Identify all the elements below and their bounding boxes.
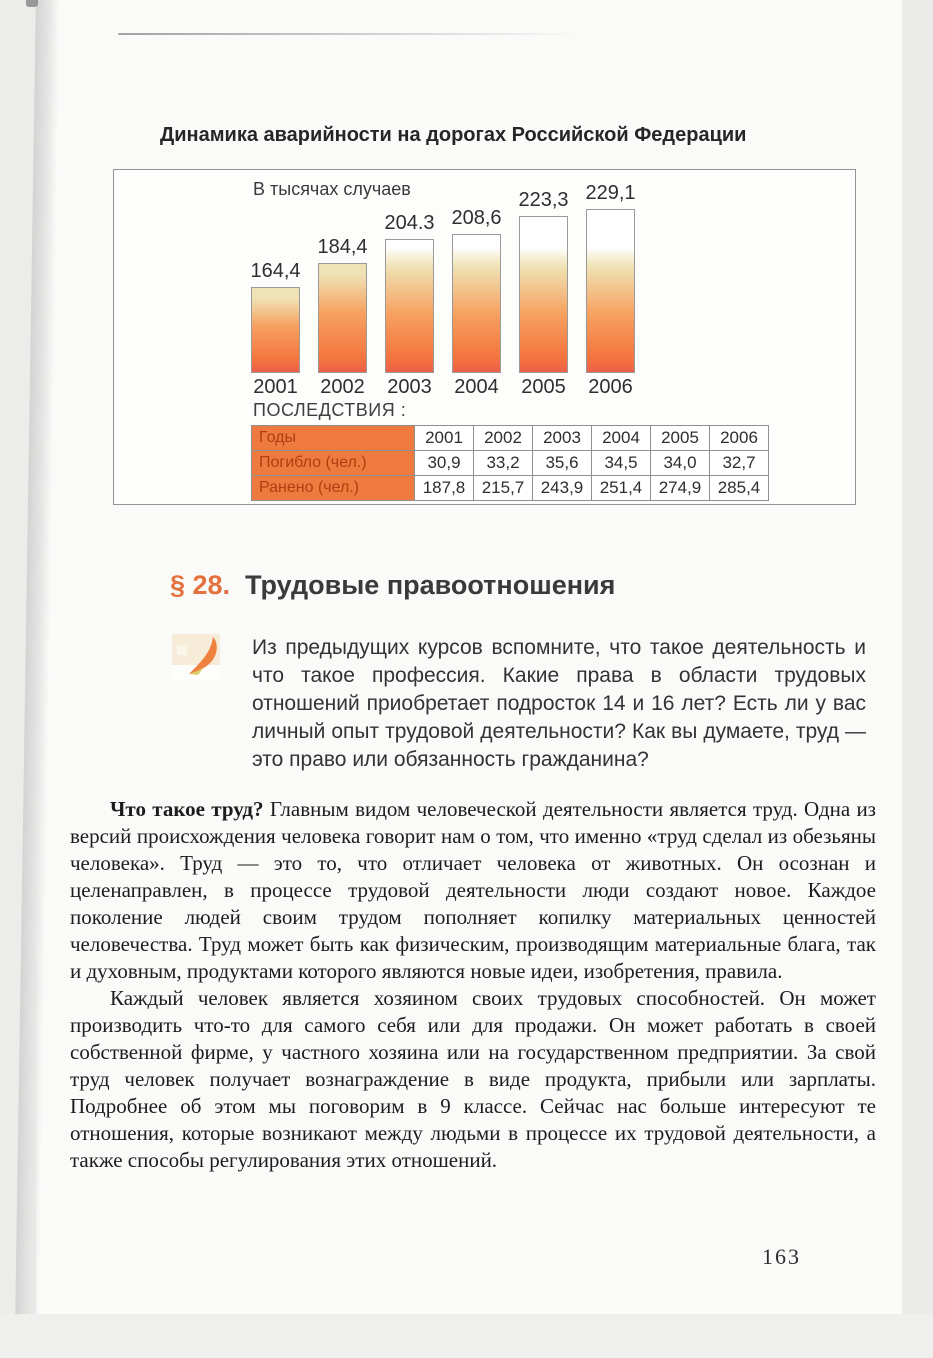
intro-question-text: Из предыдущих курсов вспомните, что такое деятельность и что такое профессия. Какие права в области трудовых отношений приобретает подросток 14 и 16 лет? Есть ли у вас личный опыт трудовой деятельности? Как вы думаете, труд — это право или обязанность гражданина? [252,636,866,771]
bar-value-label: 164,4 [250,260,301,282]
bar-value-label: 204.3 [384,212,435,234]
row-label-cell: Годы [252,426,415,451]
body-paragraph: Каждый человек является хозяином своих трудовых способностей. Он может производить что-то для самого себя или для продажи. Он может работать в своей собственной фирме, у частного хозяина или на государственном предприятии. За свой труд человек получает вознаграждение в виде продукта, прибыли или зарплаты. Подробнее об этом мы поговорим в 9 классе. Сейчас нас больше интересуют те отношения, которые возникают между людьми в процессе их трудовой деятельности, а также способы регулирования этих отношений. [70,986,876,1172]
scan-corner-mark [26,0,38,7]
consequences-title: ПОСЛЕДСТВИЯ : [253,400,407,420]
row-label-cell: Погибло (чел.) [252,451,415,476]
bar-2005 [519,216,568,373]
bar-group-2005 [519,189,568,373]
value-cell: 2002 [474,426,533,451]
value-cell: 285,4 [710,476,769,501]
bar-value-label: 184,4 [317,236,368,258]
table-row-injured [252,476,769,501]
year-label: 2003 [387,376,432,398]
scan-page-edge-line [118,33,583,35]
value-cell: 34,5 [592,451,651,476]
table-row-years [252,426,769,451]
section-number: § 28. [170,570,231,600]
year-label: 2004 [454,376,499,398]
row-label-cell: Ранено (чел.) [252,476,415,501]
bar-group-2004 [452,207,501,373]
bar-value-label: 208,6 [451,207,502,229]
section-heading [170,570,615,601]
body-paragraph [70,796,876,985]
value-cell: 32,7 [710,451,769,476]
scan-bottom-margin [0,1314,933,1358]
bar-2006 [586,209,635,373]
scan-right-margin [902,0,933,1358]
bar-group-2001 [251,260,300,373]
value-cell: 215,7 [474,476,533,501]
remember-marker-icon [172,631,222,687]
paragraph-lead: Что такое труд? [110,797,264,821]
value-cell: 187,8 [415,476,474,501]
paragraph-text: Главным видом человеческой деятельности является труд. Одна из версий происхождения человека говорит нам о том, что именно «труд сделал из обезьяны человека». Труд — это то, что отличает человека от животных. Он осознан и целенаправлен, в процессе трудовой деятельности люди создают новое. Каждое поколение людей своим трудом пополняет копилку материальных ценностей человечества. Труд может быть как физическим, производящим материальные блага, так и духовным, продуктами которого являются новые идеи, изобретения, правила. [70,797,876,983]
value-cell: 34,0 [651,451,710,476]
figure-title: Динамика аварийности на дорогах Российской Федерации [160,124,747,146]
year-label: 2002 [320,376,365,398]
bar-group-2003 [385,212,434,373]
value-cell: 33,2 [474,451,533,476]
bar-2002 [318,263,367,373]
bar-2001 [251,287,300,373]
table-row-died [252,451,769,476]
value-cell: 2004 [592,426,651,451]
bar-2004 [452,234,501,373]
value-cell: 2006 [710,426,769,451]
figure-panel [113,169,856,505]
section-title: Трудовые правоотношения [245,570,616,600]
year-label: 2005 [521,376,566,398]
value-cell: 274,9 [651,476,710,501]
value-cell: 243,9 [533,476,592,501]
value-cell: 2001 [415,426,474,451]
x-axis-labels [251,376,635,399]
chart-unit-label: В тысячах случаев [253,179,411,199]
bar-group-2006 [586,182,635,373]
value-cell: 251,4 [592,476,651,501]
year-label: 2006 [588,376,633,398]
value-cell: 2005 [651,426,710,451]
page-number: 163 [762,1244,801,1269]
bar-value-label: 223,3 [518,189,569,211]
value-cell: 35,6 [533,451,592,476]
value-cell: 2003 [533,426,592,451]
consequences-table [251,425,769,501]
bar-value-label: 229,1 [585,182,636,204]
value-cell: 30,9 [415,451,474,476]
bar-chart [251,182,635,373]
bar-group-2002 [318,236,367,373]
year-label: 2001 [253,376,298,398]
bar-2003 [385,239,434,373]
body-text [70,796,876,1174]
